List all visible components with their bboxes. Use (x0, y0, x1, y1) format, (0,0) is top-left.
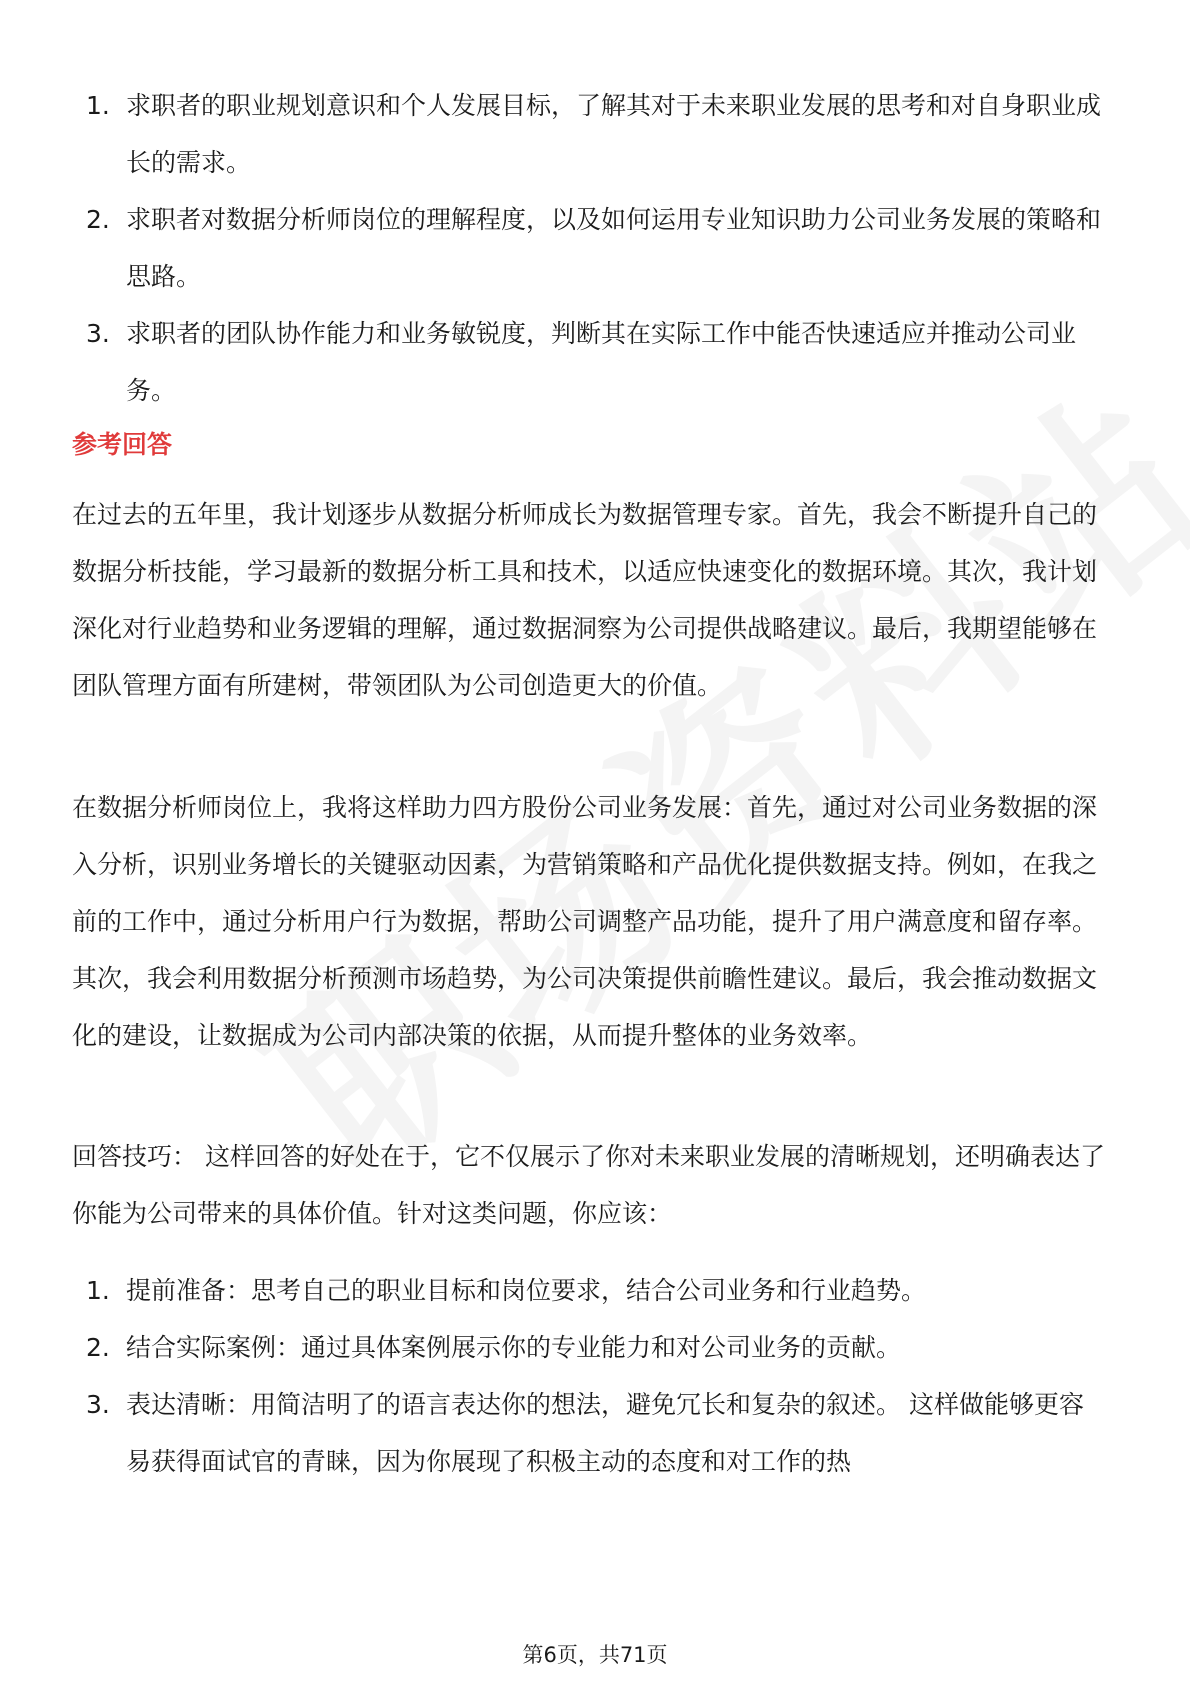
list-number: 2. (86, 205, 110, 234)
watermark (204, 313, 1190, 1228)
list-item (0, 191, 1190, 305)
list-item (0, 1376, 1190, 1490)
list-number: 1. (86, 91, 110, 120)
page-footer: 第6页，共71页 (522, 1643, 668, 1667)
list-item-text: 求职者对数据分析师岗位的理解程度，以及如何运用专业知识助力公司业务发展的策略和思路。 (126, 205, 1102, 291)
list-item (0, 305, 1190, 419)
list-number: 3. (86, 319, 110, 348)
answer-paragraph-1: 在过去的五年里，我计划逐步从数据分析师成长为数据管理专家。首先，我会不断提升自己的数据分析技能，学习最新的数据分析工具和技术，以适应快速变化的数据环境。其次，我计划深化对行业趋势和业务逻辑的理解，通过数据洞察为公司提供战略建议。最后，我期望能够在团队管理方面有所建树，带领团队为公司创造更大的价值。 (72, 500, 1098, 700)
tips-paragraph: 回答技巧： 这样回答的好处在于，它不仅展示了你对未来职业发展的清晰规划，还明确表达了你能为公司带来的具体价值。针对这类问题，你应该： (72, 1142, 1105, 1228)
list-item (0, 1319, 1190, 1376)
list-item-text: 求职者的职业规划意识和个人发展目标，了解其对于未来职业发展的思考和对自身职业成长的需求。 (126, 91, 1102, 177)
requirements-list (0, 77, 1190, 419)
list-item-text: 表达清晰：用简洁明了的语言表达你的想法，避免冗长和复杂的叙述。 这样做能够更容易获得面试官的青睐，因为你展现了积极主动的态度和对工作的热 (126, 1390, 1084, 1476)
list-item-text: 提前准备：思考自己的职业目标和岗位要求，结合公司业务和行业趋势。 (126, 1276, 927, 1305)
tips-list (0, 1262, 1190, 1490)
list-number: 1. (86, 1276, 110, 1305)
list-item (0, 77, 1190, 191)
list-item (0, 1262, 1190, 1319)
list-item-text: 结合实际案例：通过具体案例展示你的专业能力和对公司业务的贡献。 (126, 1333, 902, 1362)
list-number: 2. (86, 1333, 110, 1362)
list-number: 3. (86, 1390, 110, 1419)
list-item-text: 求职者的团队协作能力和业务敏锐度，判断其在实际工作中能否快速适应并推动公司业务。 (126, 319, 1077, 405)
answer-paragraph-2: 在数据分析师岗位上，我将这样助力四方股份公司业务发展：首先，通过对公司业务数据的深入分析，识别业务增长的关键驱动因素，为营销策略和产品优化提供数据支持。例如，在我之前的工作中，通过分析用户行为数据，帮助公司调整产品功能，提升了用户满意度和留存率。其次，我会利用数据分析预测市场趋势，为公司决策提供前瞻性建议。最后，我会推动数据文化的建设，让数据成为公司内部决策的依据，从而提升整体的业务效率。 (72, 793, 1098, 1050)
section-heading: 参考回答 (72, 430, 173, 459)
